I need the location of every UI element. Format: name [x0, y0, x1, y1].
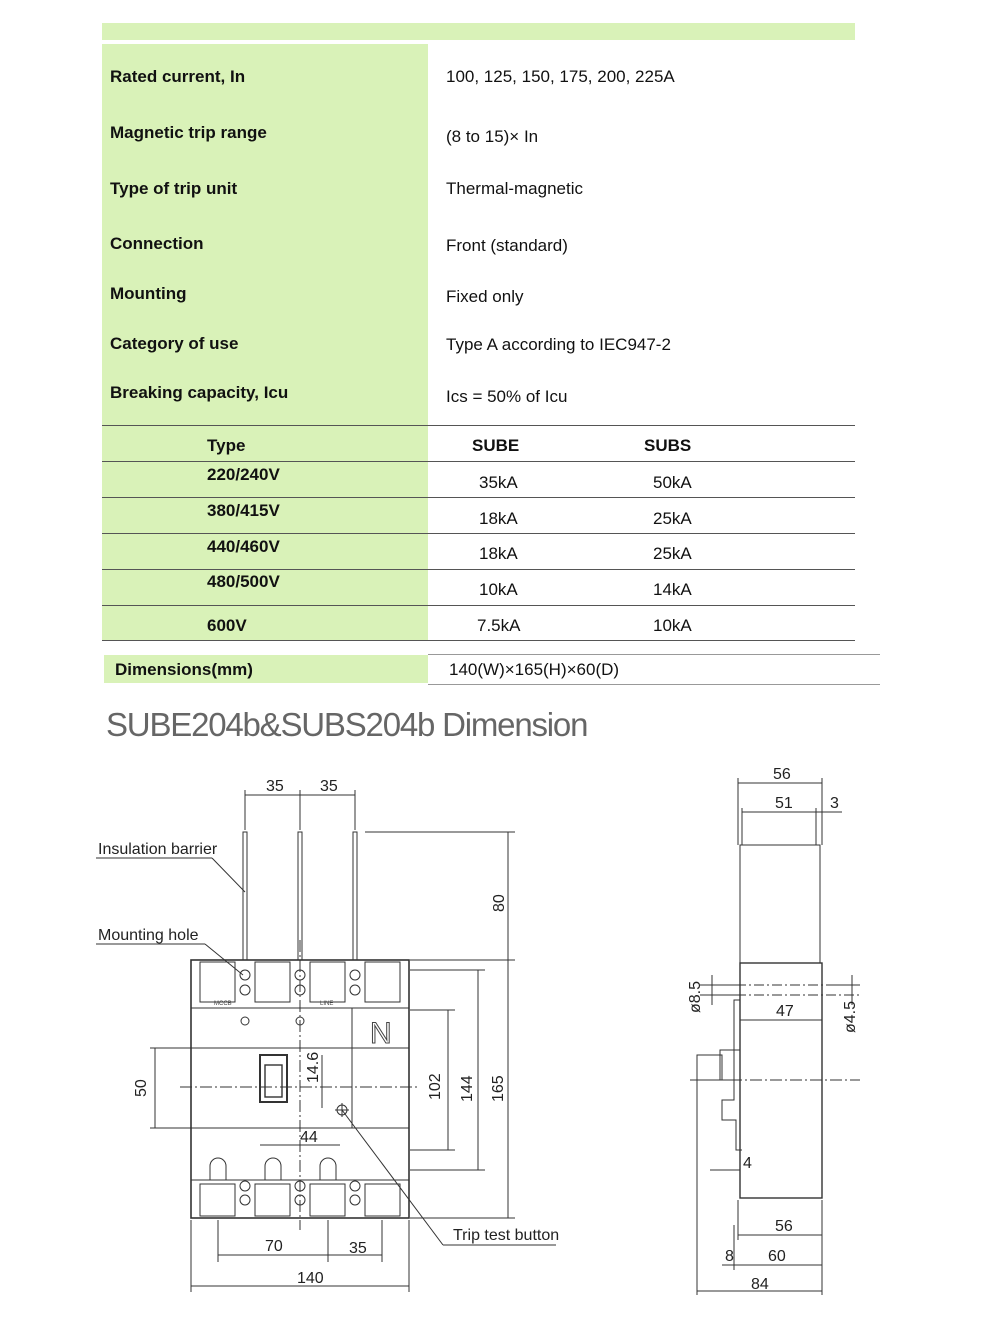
spec-label-category: Category of use [110, 334, 239, 353]
side-dim-3: 3 [830, 795, 839, 812]
table-header-type: Type [207, 436, 246, 455]
dim-height-102: 102 [427, 1073, 444, 1100]
dim-width-140: 140 [297, 1270, 324, 1287]
table-sube-value: 18kA [479, 509, 518, 528]
line-label: LINE [320, 1001, 334, 1007]
dimensions-value: 140(W)×165(H)×60(D) [449, 660, 620, 679]
table-subs-value: 14kA [653, 580, 692, 599]
table-voltage: 600V [207, 616, 247, 635]
spec-value-breaking: Ics = 50% of Icu [446, 387, 568, 406]
dim-handle-height: 14.6 [305, 1051, 322, 1083]
spec-label-breaking: Breaking capacity, Icu [110, 383, 289, 402]
side-dim-51: 51 [775, 795, 793, 812]
spec-value-trip-unit: Thermal-magnetic [446, 179, 583, 198]
table-sube-value: 7.5kA [477, 616, 521, 635]
table-voltage: 440/460V [207, 537, 280, 556]
side-dim-hole-85: ø8.5 [687, 980, 704, 1013]
dim-left-height: 50 [133, 1079, 150, 1097]
table-subs-value: 25kA [653, 544, 692, 563]
insulation-barrier-callout: Insulation barrier [98, 841, 218, 858]
side-dim-84: 84 [751, 1276, 769, 1293]
table-subs-value: 10kA [653, 616, 692, 635]
side-dim-4: 4 [743, 1155, 752, 1172]
neutral-marking: N [370, 1017, 392, 1050]
table-subs-value: 25kA [653, 509, 692, 528]
side-dim-bottom-56: 56 [775, 1218, 793, 1235]
dimension-section-title: SUBE204b&SUBS204b Dimension [106, 706, 588, 743]
spec-label-trip-unit: Type of trip unit [110, 179, 238, 198]
mounting-hole-callout: Mounting hole [98, 927, 199, 944]
spec-label-rated-current: Rated current, In [110, 67, 246, 86]
dim-top-right: 35 [320, 778, 338, 795]
mccb-label: MCCB [214, 1001, 232, 1007]
spec-label-magnetic-trip: Magnetic trip range [110, 123, 267, 142]
dim-height-165: 165 [490, 1075, 507, 1102]
dim-top-left: 35 [266, 778, 284, 795]
trip-test-button-callout: Trip test button [453, 1227, 560, 1244]
table-sube-value: 18kA [479, 544, 518, 563]
table-voltage: 480/500V [207, 572, 280, 591]
table-voltage: 380/415V [207, 501, 280, 520]
side-dim-8: 8 [725, 1248, 734, 1265]
spec-label-mounting: Mounting [110, 284, 187, 303]
dim-handle-width: 44 [300, 1129, 318, 1146]
table-subs-value: 50kA [653, 473, 692, 492]
dim-barrier-height: 80 [491, 894, 508, 912]
dimensions-label: Dimensions(mm) [115, 660, 253, 679]
spec-value-mounting: Fixed only [446, 287, 524, 306]
table-header-subs: SUBS [644, 436, 692, 455]
dim-bottom-70: 70 [265, 1238, 283, 1255]
table-sube-value: 35kA [479, 473, 518, 492]
table-voltage: 220/240V [207, 465, 280, 484]
spec-value-magnetic-trip: (8 to 15)× In [446, 127, 539, 146]
side-dim-60: 60 [768, 1248, 786, 1265]
dim-height-144: 144 [459, 1075, 476, 1102]
spec-value-rated-current: 100, 125, 150, 175, 200, 225A [446, 67, 675, 86]
side-dim-47: 47 [776, 1003, 794, 1020]
spec-value-connection: Front (standard) [446, 236, 568, 255]
spec-value-category: Type A according to IEC947-2 [446, 335, 671, 354]
dim-bottom-35: 35 [349, 1240, 367, 1257]
spec-label-connection: Connection [110, 234, 204, 253]
table-sube-value: 10kA [479, 580, 518, 599]
table-header-sube: SUBE [472, 436, 520, 455]
side-dim-56: 56 [773, 766, 791, 783]
side-dim-hole-45: ø4.5 [842, 1000, 859, 1033]
